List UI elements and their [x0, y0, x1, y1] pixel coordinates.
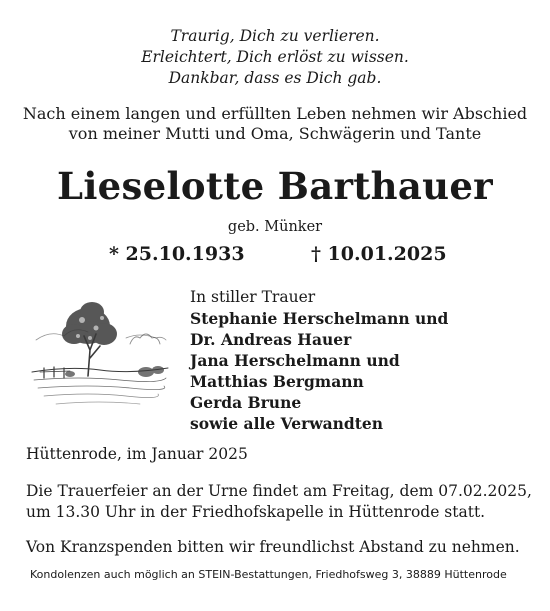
mourner-name: Jana Herschelmann und: [190, 351, 400, 370]
intro-line: von meiner Mutti und Oma, Schwägerin und Tante: [68, 124, 482, 143]
motto-line: Erleichtert, Dich erlöst zu wissen.: [141, 48, 409, 66]
deceased-name: Lieselotte Barthauer: [57, 164, 493, 208]
death-date: † 10.01.2025: [311, 243, 447, 265]
tree-landscape-icon: [30, 280, 170, 412]
mourners: [190, 287, 448, 434]
mourner-name: Dr. Andreas Hauer: [190, 330, 352, 349]
place-date: Hüttenrode, im Januar 2025: [26, 445, 248, 463]
motto: [0, 26, 550, 89]
intro-line: Nach einem langen und erfüllten Leben nehmen wir Abschied: [22, 104, 528, 123]
condolences-note: Kondolenzen auch möglich an STEIN-Bestattungen, Friedhofsweg 3, 38889 Hüttenrode: [30, 568, 507, 581]
mourner-name: sowie alle Verwandten: [190, 414, 384, 433]
mourner-name: Matthias Bergmann: [190, 372, 364, 391]
wreath-notice: Von Kranzspenden bitten wir freundlichst Abstand zu nehmen.: [26, 538, 520, 556]
intro-text: [0, 104, 550, 144]
motto-line: Dankbar, dass es Dich gab.: [168, 69, 382, 87]
motto-line: Traurig, Dich zu verlieren.: [170, 27, 380, 45]
mourner-name: Gerda Brune: [190, 393, 302, 412]
ceremony-line: um 13.30 Uhr in der Friedhofskapelle in Hüttenrode statt.: [26, 503, 486, 521]
ceremony-line: Die Trauerfeier an der Urne findet am Freitag, dem 07.02.2025,: [26, 482, 532, 500]
mourners-heading: In stiller Trauer: [190, 288, 316, 306]
birth-date: * 25.10.1933: [109, 243, 245, 265]
maiden-name: geb. Münker: [227, 219, 323, 235]
mourner-name: Stephanie Herschelmann und: [190, 309, 449, 328]
mourner-names: [190, 308, 448, 434]
ceremony-info: [26, 481, 532, 523]
